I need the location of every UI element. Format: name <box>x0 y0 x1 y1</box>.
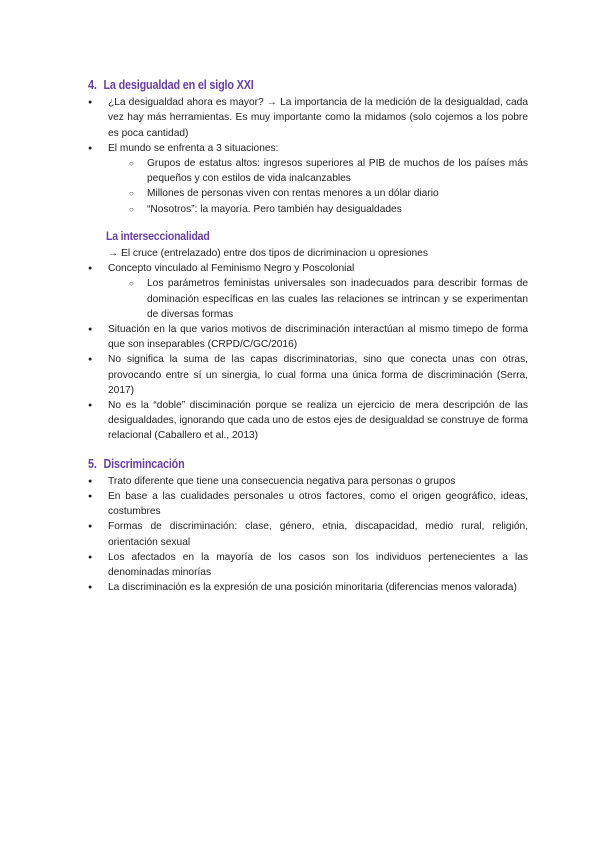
list-item: ● No significa la suma de las capas discriminatorias, sino que conecta unas con otras, provocando entre sí un sinergia, lo cual forma una única forma de discriminación (Serra, 2017) <box>88 352 528 398</box>
list-item: ● Situación en la que varios motivos de discriminación interactúan al mismo timepo de forma que son inseparables (CRPD/C/GC/2016) <box>88 322 528 352</box>
section-4-heading <box>88 78 466 93</box>
list-item: ● Los afectados en la mayoría de los casos son los individuos pertenecientes a las denominadas minorías <box>88 550 528 580</box>
list-item: ● En base a las cualidades personales u otros factores, como el origen geográfico, ideas, costumbres <box>88 489 528 519</box>
list-item: ● Concepto vinculado al Feminismo Negro y Poscolonial <box>88 261 528 276</box>
list-item: ● La discriminación es la expresión de una posición minoritaria (diferencias menos valorada) <box>88 580 528 595</box>
section-4-title: La desigualdad en el siglo XXI <box>103 78 254 92</box>
list-item: ● El mundo se enfrenta a 3 situaciones: <box>88 141 528 156</box>
section-5-title: Discrimincación <box>103 456 185 471</box>
list-item: ● Trato diferente que tiene una consecuencia negativa para personas o grupos <box>88 474 528 489</box>
section-4-list <box>88 95 528 217</box>
intersectionality-list <box>88 261 528 443</box>
sub-list-item: ○ “Nosotros”: la mayoría. Pero también hay desigualdades <box>88 202 528 217</box>
section-4-number: 4. <box>88 78 97 92</box>
intersectionality-intro: → El cruce (entrelazado) entre dos tipos de dicriminacion u opresiones <box>108 248 428 260</box>
section-5-heading <box>88 457 466 472</box>
list-item: ● No es la “doble” disciminación porque se realiza un ejercicio de mera descripción de las desigualdades, ignorando que cada uno de estos ejes de desigualdad se construye de forma relacional (Caballero et al., 2013) <box>88 398 528 444</box>
list-item: ● Formas de discriminación: clase, género, etnia, discapacidad, medio rural, religión, orientación sexual <box>88 519 528 549</box>
section-5-list <box>88 474 528 596</box>
section-5-number: 5. <box>88 456 97 471</box>
sub-list-item: ○ Grupos de estatus altos: ingresos superiores al PIB de muchos de los países más pequeños y con estilos de vida inalcanzables <box>88 156 528 186</box>
sub-list-item: ○ Los parámetros feministas universales son inadecuados para describir formas de dominación específicas en las cuales las relaciones se intrincan y se experimentan de diversas formas <box>88 276 528 322</box>
document-content <box>88 78 528 596</box>
list-item: ● ¿La desigualdad ahora es mayor? → La importancia de la medición de la desigualdad, cada vez hay más herramientas. Es muy importante como la midamos (solo cojemos a los pobre es poca cantidad) <box>88 95 528 141</box>
sub-list-item: ○ Millones de personas viven con rentas menores a un dólar diario <box>88 186 528 201</box>
intersectionality-heading: La interseccionalidad <box>106 228 210 243</box>
